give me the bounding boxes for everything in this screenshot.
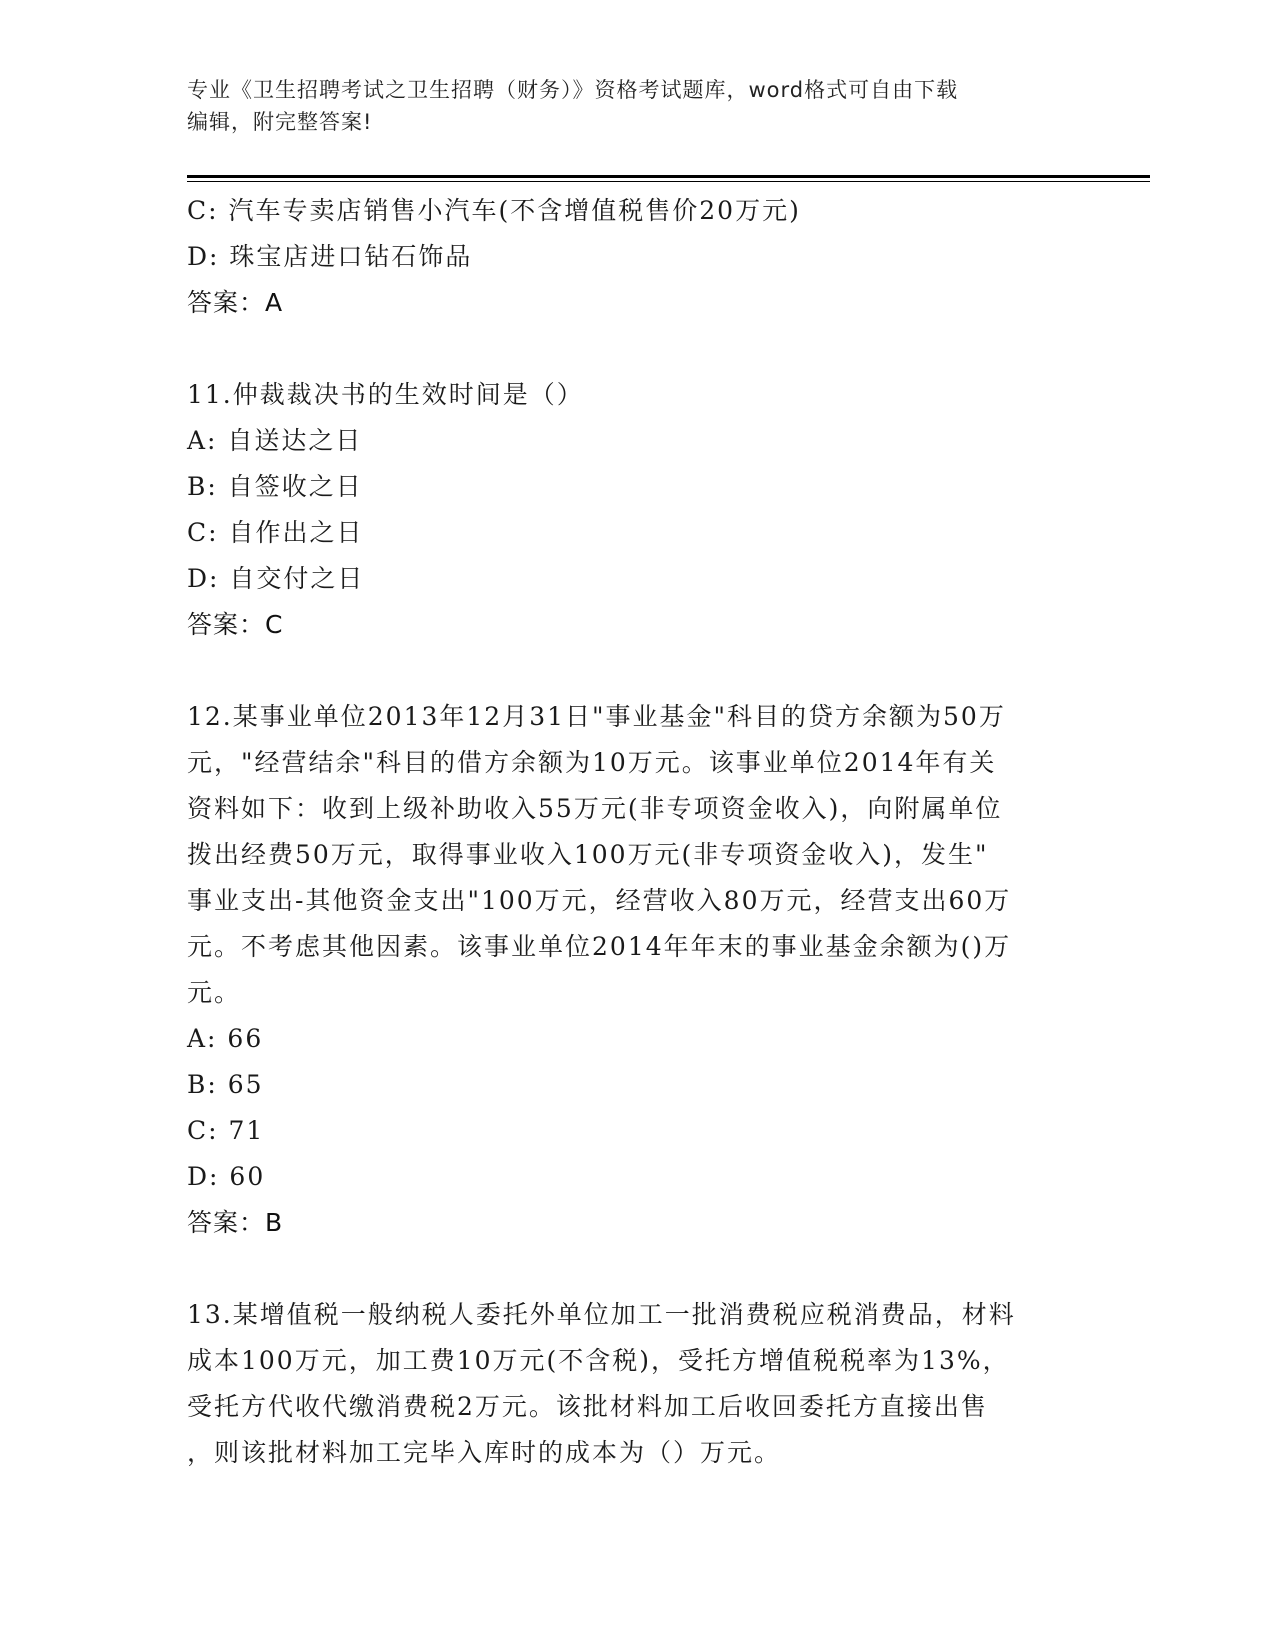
question-block-11: [187, 372, 1087, 648]
question-block-13: [187, 1292, 1087, 1476]
option-b: B: 自签收之日: [187, 472, 363, 501]
header-divider-thin: [187, 181, 1150, 182]
option-d: D: 60: [187, 1162, 266, 1191]
option-c: C: 汽车专卖店销售小汽车(不含增值税售价20万元): [187, 196, 801, 225]
question-stem-line: ，则该批材料加工完毕入库时的成本为（）万元。: [187, 1438, 782, 1467]
spacer: [187, 1246, 1087, 1292]
question-stem-line: 受托方代收代缴消费税2万元。该批材料加工后收回委托方直接出售: [187, 1392, 988, 1421]
question-stem-line: 事业支出-其他资金支出"100万元，经营收入80万元，经营支出60万: [187, 886, 1012, 915]
option-d: D: 自交付之日: [187, 564, 365, 593]
answer-label: 答案：B: [187, 1208, 284, 1237]
spacer: [187, 648, 1087, 694]
header-divider-thick: [187, 175, 1150, 178]
option-c: C: 自作出之日: [187, 518, 364, 547]
answer-label: 答案：A: [187, 288, 284, 317]
question-stem-line: 元。: [187, 978, 242, 1007]
question-stem-line: 资料如下：收到上级补助收入55万元(非专项资金收入)，向附属单位: [187, 794, 1003, 823]
question-stem-line: 元，"经营结余"科目的借方余额为10万元。该事业单位2014年有关: [187, 748, 997, 777]
question-stem: 11.仲裁裁决书的生效时间是（）: [187, 380, 584, 409]
option-d: D: 珠宝店进口钻石饰品: [187, 242, 473, 271]
question-stem-line: 成本100万元，加工费10万元(不含税)，受托方增值税税率为13%，: [187, 1346, 1010, 1375]
option-b: B: 65: [187, 1070, 264, 1099]
option-a: A: 自送达之日: [187, 426, 363, 455]
header-line-2: 编辑，附完整答案!: [187, 110, 373, 134]
header-line-1: 专业《卫生招聘考试之卫生招聘（财务）》资格考试题库，word格式可自由下载: [187, 78, 959, 102]
question-stem-line: 元。不考虑其他因素。该事业单位2014年年末的事业基金余额为()万: [187, 932, 1012, 961]
answer-label: 答案：C: [187, 610, 284, 639]
option-c: C: 71: [187, 1116, 265, 1145]
question-content: [187, 188, 1087, 1476]
question-block-12: [187, 694, 1087, 1246]
option-a: A: 66: [187, 1024, 264, 1053]
question-block-10: [187, 188, 1087, 326]
question-stem-line: 13.某增值税一般纳税人委托外单位加工一批消费税应税消费品，材料: [187, 1300, 1016, 1329]
spacer: [187, 326, 1087, 372]
question-stem-line: 拨出经费50万元，取得事业收入100万元(非专项资金收入)，发生": [187, 840, 989, 869]
document-header: [187, 74, 1087, 138]
question-stem-line: 12.某事业单位2013年12月31日"事业基金"科目的贷方余额为50万: [187, 702, 1006, 731]
